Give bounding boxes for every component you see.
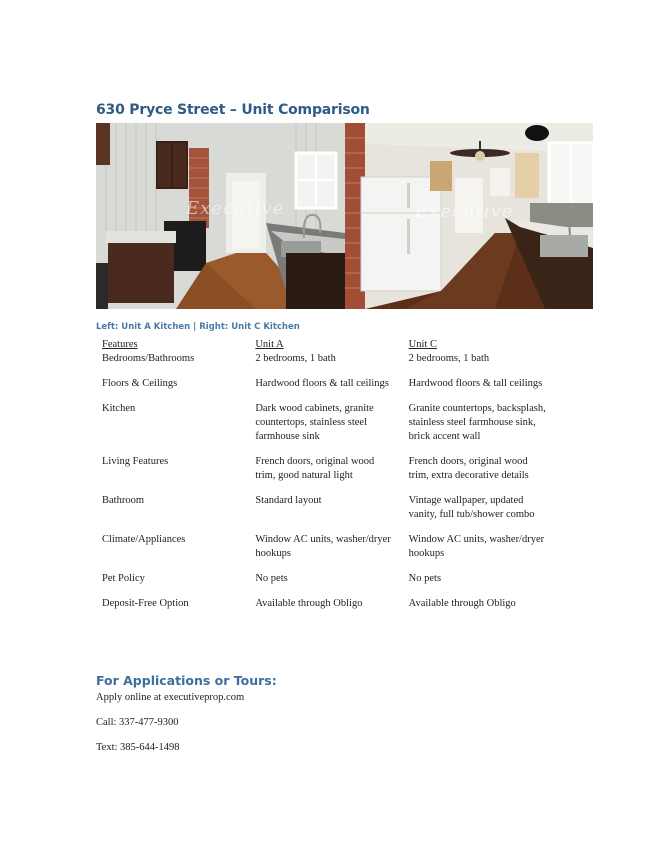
applications-heading: For Applications or Tours: xyxy=(96,673,277,688)
table-row xyxy=(96,352,556,377)
unit-c-cell: No pets xyxy=(408,573,442,584)
unit-c-cell: Available through Obligo xyxy=(408,598,516,609)
feature-cell: Bedrooms/Bathrooms xyxy=(102,353,195,364)
unit-a-cell: Window AC units, washer/dryer hookups xyxy=(255,534,391,559)
header-unit-a: Unit A xyxy=(255,339,284,350)
unit-a-cell: 2 bedrooms, 1 bath xyxy=(255,353,336,364)
feature-cell: Deposit-Free Option xyxy=(102,598,189,609)
unit-a-cell: No pets xyxy=(255,573,288,584)
unit-a-cell: Hardwood floors & tall ceilings xyxy=(255,378,389,389)
feature-cell: Bathroom xyxy=(102,495,144,506)
header-unit-c: Unit C xyxy=(408,339,437,350)
feature-cell: Kitchen xyxy=(102,403,136,414)
feature-cell: Climate/Appliances xyxy=(102,534,186,545)
watermark: Executive xyxy=(186,198,285,219)
photo-caption: Left: Unit A Kitchen | Right: Unit C Kitchen xyxy=(96,322,300,332)
table-row xyxy=(96,377,556,402)
unit-a-cell: Dark wood cabinets, granite countertops, stainless steel farmhouse sink xyxy=(255,403,374,442)
feature-cell: Floors & Ceilings xyxy=(102,378,178,389)
feature-cell: Pet Policy xyxy=(102,573,145,584)
unit-a-cell: French doors, original wood trim, good natural light xyxy=(255,456,375,481)
table-row xyxy=(96,455,556,494)
page-title: 630 Pryce Street – Unit Comparison xyxy=(96,102,370,118)
unit-a-kitchen-photo xyxy=(96,123,345,309)
call-number-text: Call: 337-477-9300 xyxy=(96,717,179,728)
watermark: Executive xyxy=(415,201,514,222)
unit-c-kitchen-photo xyxy=(345,123,593,309)
feature-cell: Living Features xyxy=(102,456,169,467)
table-row xyxy=(96,494,556,533)
unit-c-cell: Hardwood floors & tall ceilings xyxy=(408,378,543,389)
unit-comparison-table xyxy=(96,338,556,622)
unit-c-cell: French doors, original wood trim, extra decorative details xyxy=(408,456,529,481)
table-row xyxy=(96,533,556,572)
unit-c-cell: Vintage wallpaper, updated vanity, full tub/shower combo xyxy=(408,495,535,520)
apply-online-text: Apply online at executiveprop.com xyxy=(96,692,245,703)
table-row xyxy=(96,597,556,622)
table-row xyxy=(96,572,556,597)
unit-a-cell: Available through Obligo xyxy=(255,598,363,609)
table-row xyxy=(96,402,556,455)
header-features: Features xyxy=(102,339,138,350)
unit-c-cell: Window AC units, washer/dryer hookups xyxy=(408,534,545,559)
unit-c-cell: 2 bedrooms, 1 bath xyxy=(408,353,490,364)
table-header-row xyxy=(96,338,556,352)
unit-c-cell: Granite countertops, backsplash, stainless steel farmhouse sink, brick accent wall xyxy=(408,403,546,442)
unit-a-cell: Standard layout xyxy=(255,495,322,506)
text-number-text: Text: 385-644-1498 xyxy=(96,742,180,753)
